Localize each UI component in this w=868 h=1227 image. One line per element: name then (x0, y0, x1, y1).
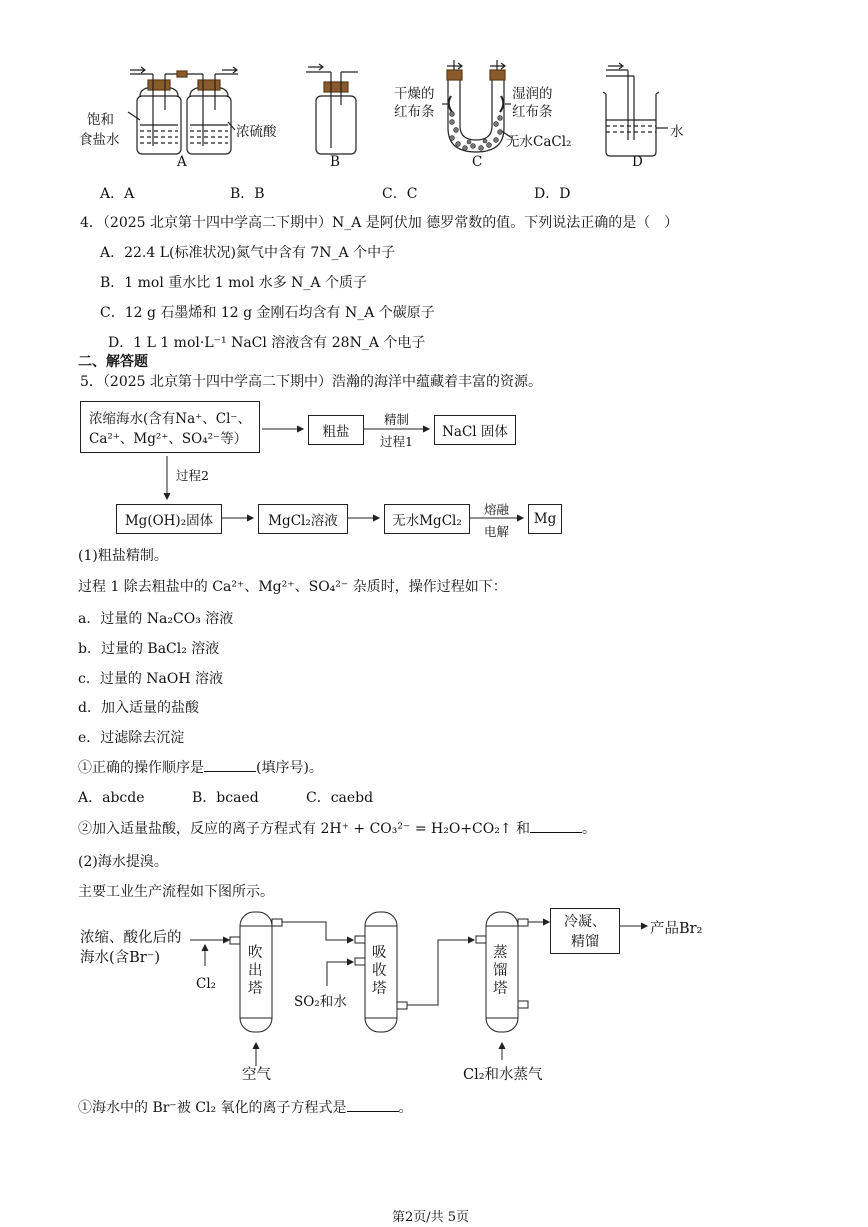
letter-c: C (472, 154, 483, 170)
flow2-input-line1: 浓缩、酸化后的 (80, 930, 182, 946)
q3-option-b: B．B (230, 186, 265, 202)
sub3-answer-blank[interactable] (347, 1099, 399, 1112)
letter-b: B (330, 154, 340, 170)
step-d: d．加入适量的盐酸 (78, 700, 199, 716)
sub1-pre: ①正确的操作顺序是 (78, 760, 204, 776)
tower3-char-2: 馏 (493, 963, 508, 979)
label-c-cacl2: 无水CaCl₂ (506, 134, 572, 150)
flow2-cl2-steam: Cl₂和水蒸气 (463, 1067, 543, 1083)
flow1-mg: Mg (528, 504, 562, 534)
q4-option-b: B．1 mol 重水比 1 mol 水多 N_A 个质子 (100, 275, 367, 291)
q3-option-c: C．C (382, 186, 418, 202)
step-c: c．过量的 NaOH 溶液 (78, 671, 224, 687)
q4-option-c: C．12 g 石墨烯和 12 g 金刚石均含有 N_A 个碳原子 (100, 305, 435, 321)
flow1-electro-top: 熔融 (484, 502, 510, 517)
tower2-char-1: 吸 (372, 945, 387, 961)
flow2-cl2: Cl₂ (196, 976, 217, 992)
sub3-question (78, 1097, 413, 1117)
label-a-brine: 食盐水 (79, 132, 120, 148)
sub3-post: 。 (398, 1100, 413, 1116)
label-c-wet-cloth: 红布条 (512, 104, 553, 120)
step-a: a．过量的 Na₂CO₃ 溶液 (78, 611, 234, 627)
flow2-input-line2: 海水(含Br⁻) (80, 950, 161, 966)
step-e: e．过滤除去沉淀 (78, 730, 185, 746)
tower1-char-1: 吹 (248, 945, 263, 961)
q3-option-a: A．A (100, 186, 135, 202)
label-d-water: 水 (670, 124, 684, 140)
flow2-air: 空气 (242, 1067, 271, 1083)
sub3-pre: ①海水中的 Br⁻被 Cl₂ 氧化的离子方程式是 (78, 1100, 347, 1116)
flow2-tower1 (248, 944, 266, 998)
step-b: b．过量的 BaCl₂ 溶液 (78, 641, 220, 657)
q5-stem: 5．（2025 北京第十四中学高二下期中）浩瀚的海洋中蕴藏着丰富的资源。 (80, 374, 542, 390)
flow1-nacl: NaCl 固体 (434, 415, 516, 445)
flow2-condense-line1: 冷凝、 (564, 914, 606, 930)
tower3-char-3: 塔 (493, 981, 508, 997)
sub2-pre: ②加入适量盐酸，反应的离子方程式有 2H⁺ + CO₃²⁻ = H₂O+CO₂↑ 和 (78, 821, 531, 837)
part1-desc: 过程 1 除去粗盐中的 Ca²⁺、Mg²⁺、SO₄²⁻ 杂质时，操作过程如下： (78, 579, 507, 595)
flow2-product: 产品Br₂ (650, 921, 703, 937)
label-c-wet: 湿润的 (512, 86, 553, 102)
tower2-char-3: 塔 (372, 981, 387, 997)
flow1-mgcl2-anhydrous: 无水MgCl₂ (384, 504, 470, 534)
part2-title: (2)海水提溴。 (78, 854, 168, 870)
label-c-dry: 干燥的 (394, 86, 435, 102)
label-a-saturated: 饱和 (87, 112, 114, 128)
letter-a: A (177, 154, 187, 170)
tower1-char-2: 出 (248, 963, 263, 979)
part2-desc: 主要工业生产流程如下图所示。 (78, 884, 274, 900)
label-c-dry-cloth: 红布条 (394, 104, 435, 120)
tower2-char-2: 收 (372, 963, 387, 979)
flow2-condense-line2: 精馏 (571, 934, 599, 950)
flow1-source-line2: Ca²⁺、Mg²⁺、SO₄²⁻等） (89, 431, 248, 447)
tower1-char-3: 塔 (248, 981, 263, 997)
flow2-so2-water: SO₂和水 (294, 994, 347, 1010)
flow1-refine-bottom: 过程1 (380, 434, 413, 449)
section-title: 二、解答题 (78, 354, 148, 370)
flow2-tower3 (493, 944, 511, 998)
q4-stem: 4．（2025 北京第十四中学高二下期中）N_A 是阿伏加 德罗常数的值。下列说法正确的是（ ） (80, 215, 679, 231)
flow2-condense-box (550, 908, 620, 954)
sub1-post: (填序号)。 (256, 760, 323, 776)
sub1-option-c: C．caebd (306, 790, 374, 806)
flow1-process2: 过程2 (176, 468, 209, 483)
sub1-option-b: B．bcaed (192, 790, 259, 806)
flow1-mgcl2-solution: MgCl₂溶液 (258, 504, 348, 534)
q4-option-d: D．1 L 1 mol·L⁻¹ NaCl 溶液含有 28N_A 个电子 (108, 335, 426, 351)
flow1-source-line1: 浓缩海水(含有Na⁺、Cl⁻、 (89, 411, 252, 427)
part1-title: (1)粗盐精制。 (78, 548, 168, 564)
q3-option-d: D．D (534, 186, 571, 202)
flow1-crude-salt: 粗盐 (308, 415, 364, 445)
page-footer: 第2页/共 5页 (392, 1210, 470, 1225)
q4-option-a: A．22.4 L(标准状况)氮气中含有 7N_A 个中子 (100, 245, 396, 261)
flow1-electro-bottom: 电解 (484, 524, 510, 539)
sub2-post: 。 (582, 821, 597, 837)
flow1-refine-top: 精制 (384, 412, 410, 427)
flow1-mgoh2: Mg(OH)₂固体 (116, 504, 222, 534)
sub1-option-a: A．abcde (78, 790, 145, 806)
label-a-sulfuric-acid: 浓硫酸 (236, 124, 277, 140)
flow2-tower2 (372, 944, 390, 998)
letter-d: D (632, 154, 643, 170)
tower3-char-1: 蒸 (493, 945, 508, 961)
